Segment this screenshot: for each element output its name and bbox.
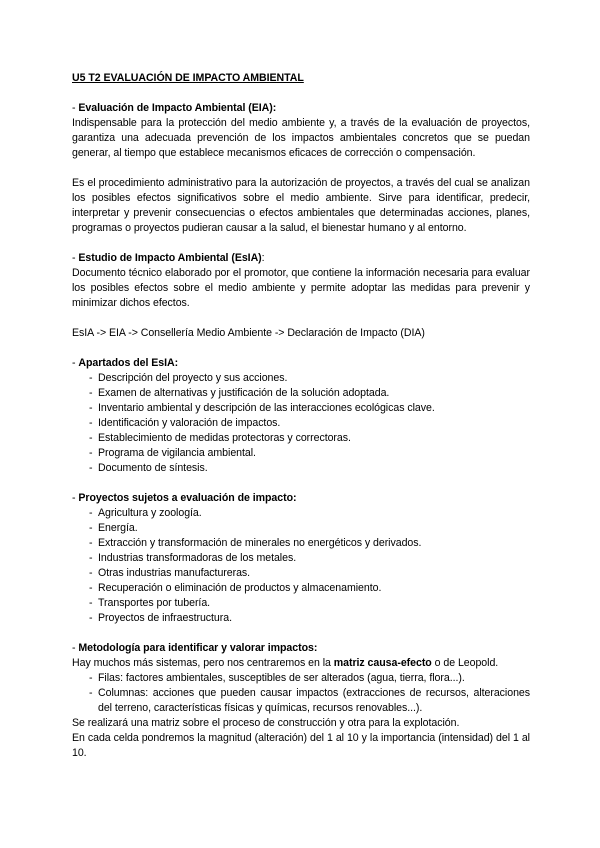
section-heading-proyectos [72, 491, 530, 506]
list-item: - Examen de alternativas y justificación de la solución adoptada. [72, 386, 530, 401]
heading-prefix: - [72, 357, 79, 369]
heading-text: Metodología para identificar y valorar impactos: [78, 642, 318, 654]
list-item: - Descripción del proyecto y sus acciones. [72, 371, 530, 386]
page-title: U5 T2 EVALUACIÓN DE IMPACTO AMBIENTAL [72, 72, 304, 84]
heading-text: Proyectos sujetos a evaluación de impacto: [78, 492, 297, 504]
heading-text: Apartados del EsIA: [78, 357, 179, 369]
list-item: - Recuperación o eliminación de productos y almacenamiento. [72, 581, 530, 596]
paragraph-metodologia-line1: Se realizará una matriz sobre el proceso de construcción y otra para la explotación. [72, 717, 460, 729]
list-item: - Extracción y transformación de minerales no energéticos y derivados. [72, 536, 530, 551]
list-item: - Establecimiento de medidas protectoras y correctoras. [72, 431, 530, 446]
document-body [72, 71, 530, 761]
list-item: - Columnas: acciones que pueden causar impactos (extracciones de recursos, alteraciones del terreno, características físicas y químicas, recursos renovables...). [72, 686, 530, 716]
list-item: - Programa de vigilancia ambiental. [72, 446, 530, 461]
heading-prefix: - [72, 102, 79, 114]
list-item: - Agricultura y zoología. [72, 506, 530, 521]
list-item: - Filas: factores ambientales, susceptibles de ser alterados (agua, tierra, flora...). [72, 671, 530, 686]
heading-prefix: - [72, 252, 79, 264]
paragraph-eia-1: Indispensable para la protección del medio ambiente y, a través de la evaluación de proyectos, garantiza una adecuada prevención de los impactos ambientales concretos que se puedan generar, al tiempo que establece mecanismos eficaces de corrección o compensación. [72, 117, 530, 159]
paragraph-eia-2: Es el procedimiento administrativo para la autorización de proyectos, a través del cual se analizan los posibles efectos significativos sobre el medio ambiente. Sirve para identificar, predecir, interpretar y prevenir consecuencias o efectos ambientales que determinadas acciones, planes, programas o proyectos pudieran causar a la salud, el bienestar humano y al entorno. [72, 177, 530, 234]
paragraph-metodologia-line2: En cada celda pondremos la magnitud (alteración) del 1 al 10 y la importancia (intensidad) del 1 al 10. [72, 732, 530, 759]
list-proyectos [72, 506, 530, 626]
list-apartados [72, 371, 530, 476]
section-heading-metodologia [72, 641, 530, 656]
heading-suffix: : [261, 252, 265, 264]
list-item: - Industrias transformadoras de los metales. [72, 551, 530, 566]
list-item: - Energía. [72, 521, 530, 536]
matrix-term: matriz causa-efecto [333, 657, 432, 669]
section-heading-apartados [72, 356, 530, 371]
list-item: - Proyectos de infraestructura. [72, 611, 530, 626]
section-heading-eia [72, 101, 530, 116]
list-item: - Inventario ambiental y descripción de las interacciones ecológicas clave. [72, 401, 530, 416]
flow-line: EsIA -> EIA -> Consellería Medio Ambiente -> Declaración de Impacto (DIA) [72, 327, 425, 339]
heading-text: Estudio de Impacto Ambiental (EsIA) [78, 252, 262, 264]
heading-text: Evaluación de Impacto Ambiental (EIA): [78, 102, 277, 114]
list-item: - Otras industrias manufactureras. [72, 566, 530, 581]
heading-prefix: - [72, 642, 79, 654]
list-metodologia [72, 671, 530, 716]
list-item: - Transportes por tubería. [72, 596, 530, 611]
paragraph-esia: Documento técnico elaborado por el promotor, que contiene la información necesaria para evaluar los posibles efectos sobre el medio ambiente y permite adoptar las medidas para prevenir y minimizar dichos efectos. [72, 267, 530, 309]
list-item: - Identificación y valoración de impactos. [72, 416, 530, 431]
section-heading-esia [72, 251, 530, 266]
paragraph-metodologia-intro: Hay muchos más sistemas, pero nos centraremos en la matriz causa-efecto o de Leopold. [72, 657, 499, 669]
list-item: - Documento de síntesis. [72, 461, 530, 476]
heading-prefix: - [72, 492, 79, 504]
